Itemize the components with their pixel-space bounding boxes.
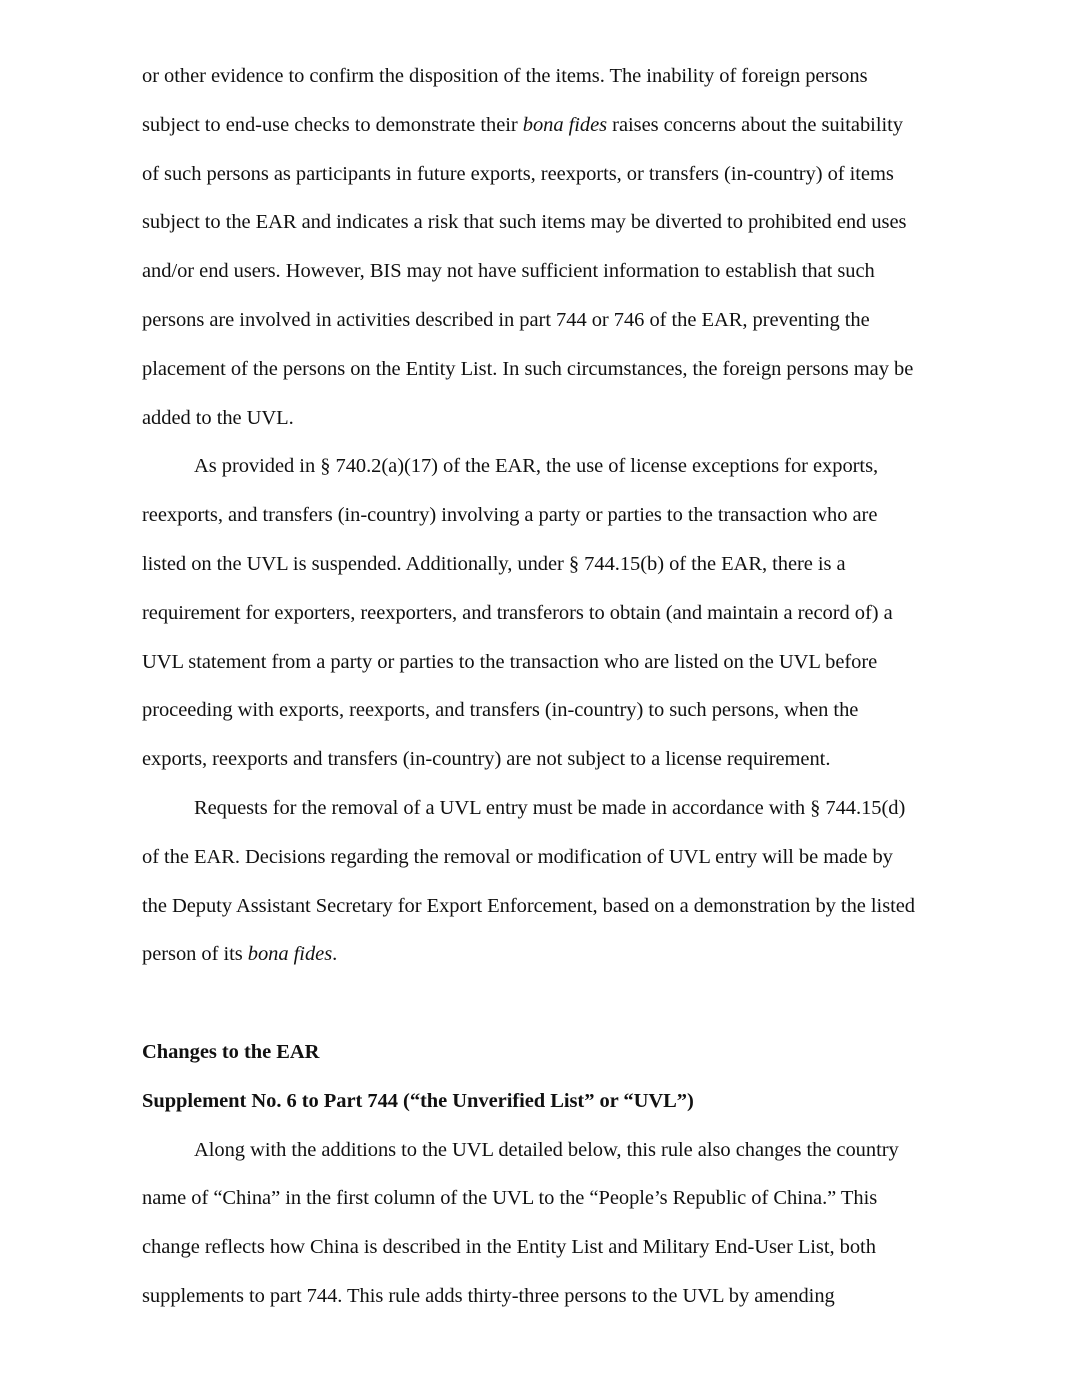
text-line: of the EAR. Decisions regarding the removal or modification of UVL entry will be made by	[142, 845, 893, 868]
text-line: As provided in § 740.2(a)(17) of the EAR, the use of license exceptions for exports,	[194, 455, 879, 478]
text-line: supplements to part 744. This rule adds thirty-three persons to the UVL by amending	[142, 1284, 835, 1307]
text-line: reexports, and transfers (in-country) involving a party or parties to the transaction who are	[142, 504, 878, 527]
paragraph-end-use-checks	[142, 52, 954, 442]
text-line: change reflects how China is described in the Entity List and Military End-User List, both	[142, 1236, 876, 1259]
text-line: and/or end users. However, BIS may not have sufficient information to establish that such	[142, 260, 875, 283]
text-line: name of “China” in the first column of the UVL to the “People’s Republic of China.” This	[142, 1187, 878, 1210]
text-line: of such persons as participants in future exports, reexports, or transfers (in-country) of items	[142, 162, 894, 185]
section-heading: Changes to the EAR	[142, 1040, 320, 1063]
text-line: the Deputy Assistant Secretary for Export Enforcement, based on a demonstration by the listed	[142, 894, 916, 917]
text-line: added to the UVL.	[142, 406, 294, 429]
text-line: requirement for exporters, reexporters, and transferors to obtain (and maintain a record of) a	[142, 601, 893, 624]
paragraph-license-exceptions	[142, 442, 954, 784]
text-line: or other evidence to confirm the disposition of the items. The inability of foreign persons	[142, 65, 868, 87]
paragraph-removal-requests	[142, 784, 954, 979]
text-line: persons are involved in activities described in part 744 or 746 of the EAR, preventing the	[142, 308, 870, 331]
paragraph-uvl-changes	[142, 1126, 954, 1321]
text-line	[142, 930, 954, 979]
text-line: UVL statement from a party or parties to the transaction who are listed on the UVL before	[142, 650, 878, 673]
text-line: subject to the EAR and indicates a risk that such items may be diverted to prohibited end uses	[142, 211, 907, 234]
text-run: raises concerns about the suitability	[607, 113, 903, 136]
subsection-heading: Supplement No. 6 to Part 744 (“the Unverified List” or “UVL”)	[142, 1089, 694, 1112]
text-line	[142, 101, 954, 150]
text-line: Requests for the removal of a UVL entry must be made in accordance with § 744.15(d)	[194, 796, 906, 819]
text-line: Along with the additions to the UVL detailed below, this rule also changes the country	[194, 1138, 899, 1161]
text-line: placement of the persons on the Entity List. In such circumstances, the foreign persons may be	[142, 357, 914, 380]
text-run: person of its	[142, 943, 248, 966]
text-run: .	[332, 943, 338, 966]
text-line: listed on the UVL is suspended. Additionally, under § 744.15(b) of the EAR, there is a	[142, 552, 846, 575]
text-run: subject to end-use checks to demonstrate their	[142, 113, 523, 136]
text-line: exports, reexports and transfers (in-country) are not subject to a license requirement.	[142, 748, 831, 771]
text-line: proceeding with exports, reexports, and transfers (in-country) to such persons, when the	[142, 699, 859, 722]
italic-term: bona fides	[247, 943, 333, 966]
italic-term: bona fides	[522, 113, 608, 136]
document-page	[142, 52, 954, 1321]
section-gap	[142, 979, 954, 1028]
